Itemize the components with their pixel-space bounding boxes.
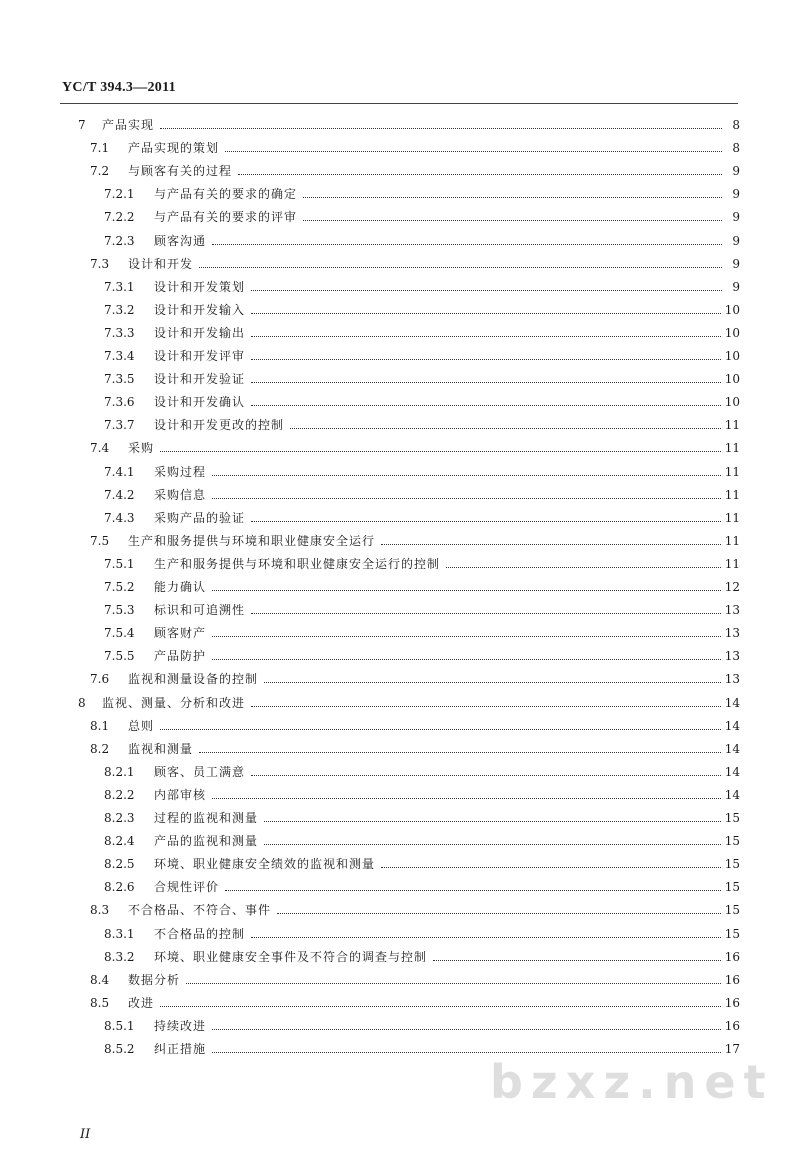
toc-entry-page: 13 <box>724 649 740 663</box>
toc-entry-number: 8.2.4 <box>104 834 135 848</box>
toc-entry-page: 16 <box>724 1019 740 1033</box>
toc-entry-page: 14 <box>724 719 740 733</box>
toc-entry[interactable] <box>104 603 740 619</box>
toc-entry-page: 11 <box>724 465 740 479</box>
toc-entry[interactable] <box>104 557 740 573</box>
toc-entry-number: 8.2.3 <box>104 811 135 825</box>
toc-entry-number: 7.3.3 <box>104 326 135 340</box>
toc-leader-dots <box>251 359 721 360</box>
toc-entry-number: 7.1 <box>90 141 110 155</box>
toc-entry-title: 产品实现的策划 <box>128 141 220 155</box>
watermark: bzxz.net <box>490 1055 774 1109</box>
toc-entry[interactable] <box>104 857 740 873</box>
toc-entry[interactable] <box>104 465 740 481</box>
toc-entry-title: 设计和开发策划 <box>154 280 246 294</box>
toc-entry-title: 采购 <box>128 441 155 455</box>
toc-entry-number: 8.3 <box>90 903 110 917</box>
toc-leader-dots <box>212 798 721 799</box>
toc-entry-number: 7.5.4 <box>104 626 135 640</box>
toc-entry-number: 8.2.1 <box>104 765 135 779</box>
toc-leader-dots <box>251 775 721 776</box>
toc-entry-page: 9 <box>732 280 740 294</box>
toc-entry-title: 设计和开发评审 <box>154 349 246 363</box>
toc-entry-title: 顾客、员工满意 <box>154 765 246 779</box>
toc-entry[interactable] <box>104 372 740 388</box>
toc-entry-title: 纠正措施 <box>154 1042 207 1056</box>
toc-entry-page: 8 <box>732 141 740 155</box>
toc-entry-title: 设计和开发输入 <box>154 303 246 317</box>
toc-entry-title: 总则 <box>128 719 155 733</box>
toc-entry-page: 8 <box>732 118 740 132</box>
toc-entry-number: 7 <box>78 118 86 132</box>
toc-entry[interactable] <box>90 742 740 758</box>
footer-page-numeral: II <box>80 1127 91 1142</box>
toc-entry-title: 监视和测量 <box>128 742 194 756</box>
toc-entry[interactable] <box>90 257 740 273</box>
toc-entry-title: 产品的监视和测量 <box>154 834 259 848</box>
toc-leader-dots <box>446 567 721 568</box>
toc-entry-page: 16 <box>724 973 740 987</box>
toc-leader-dots <box>238 174 722 175</box>
toc-leader-dots <box>225 890 721 891</box>
toc-entry-number: 8 <box>78 696 86 710</box>
toc-entry-number: 7.5.2 <box>104 580 135 594</box>
toc-entry-title: 持续改进 <box>154 1019 207 1033</box>
toc-entry[interactable] <box>104 788 740 804</box>
toc-leader-dots <box>303 197 722 198</box>
document-header-code: YC/T 394.3—2011 <box>62 80 176 95</box>
toc-entry[interactable] <box>104 649 740 665</box>
toc-entry-page: 12 <box>724 580 740 594</box>
toc-leader-dots <box>212 1029 721 1030</box>
toc-entry-number: 8.2 <box>90 742 110 756</box>
toc-entry-page: 11 <box>724 418 740 432</box>
toc-entry-page: 9 <box>732 164 740 178</box>
toc-entry[interactable] <box>104 326 740 342</box>
toc-entry[interactable] <box>104 626 740 642</box>
toc-entry-number: 7.5.3 <box>104 603 135 617</box>
toc-leader-dots <box>251 937 721 938</box>
toc-entry-page: 16 <box>724 996 740 1010</box>
toc-entry-title: 与产品有关的要求的确定 <box>154 187 298 201</box>
toc-entry[interactable] <box>90 441 740 457</box>
toc-leader-dots <box>186 983 721 984</box>
toc-entry-page: 10 <box>724 395 740 409</box>
toc-leader-dots <box>199 752 721 753</box>
toc-entry-number: 7.3.6 <box>104 395 135 409</box>
toc-leader-dots <box>277 913 721 914</box>
toc-leader-dots <box>160 729 721 730</box>
toc-entry[interactable] <box>104 303 740 319</box>
toc-leader-dots <box>160 128 722 129</box>
toc-entry-page: 17 <box>724 1042 740 1056</box>
toc-entry-page: 15 <box>724 927 740 941</box>
toc-entry-number: 8.3.1 <box>104 927 135 941</box>
toc-entry-number: 7.4.2 <box>104 488 135 502</box>
toc-leader-dots <box>212 659 721 660</box>
toc-entry-number: 8.2.2 <box>104 788 135 802</box>
toc-entry-title: 产品实现 <box>102 118 155 132</box>
toc-entry-title: 监视、测量、分析和改进 <box>102 696 246 710</box>
toc-entry[interactable] <box>78 696 740 712</box>
toc-entry-title: 与顾客有关的过程 <box>128 164 233 178</box>
toc-entry-title: 设计和开发更改的控制 <box>154 418 285 432</box>
toc-leader-dots <box>160 1006 721 1007</box>
toc-entry-title: 过程的监视和测量 <box>154 811 259 825</box>
toc-entry-title: 环境、职业健康安全事件及不符合的调查与控制 <box>154 950 428 964</box>
toc-entry[interactable] <box>104 395 740 411</box>
toc-entry[interactable] <box>90 903 740 919</box>
toc-entry[interactable] <box>90 973 740 989</box>
toc-leader-dots <box>212 498 721 499</box>
toc-entry-number: 7.6 <box>90 672 110 686</box>
toc-leader-dots <box>264 844 721 845</box>
toc-leader-dots <box>251 405 721 406</box>
toc-leader-dots <box>212 475 721 476</box>
toc-entry-title: 设计和开发验证 <box>154 372 246 386</box>
toc-leader-dots <box>251 382 721 383</box>
toc-leader-dots <box>264 682 721 683</box>
toc-leader-dots <box>212 1052 721 1053</box>
toc-leader-dots <box>264 821 721 822</box>
toc-leader-dots <box>212 636 721 637</box>
toc-leader-dots <box>225 151 722 152</box>
toc-entry-page: 10 <box>724 372 740 386</box>
toc-entry[interactable] <box>78 118 740 134</box>
toc-leader-dots <box>212 244 722 245</box>
toc-entry-number: 8.4 <box>90 973 110 987</box>
toc-entry-number: 8.1 <box>90 719 110 733</box>
toc-entry-page: 10 <box>724 326 740 340</box>
toc-entry-page: 9 <box>732 187 740 201</box>
toc-entry-title: 与产品有关的要求的评审 <box>154 210 298 224</box>
toc-leader-dots <box>251 290 722 291</box>
toc-entry-title: 采购信息 <box>154 488 207 502</box>
toc-entry-number: 8.5.2 <box>104 1042 135 1056</box>
toc-entry-page: 15 <box>724 903 740 917</box>
toc-leader-dots <box>433 960 721 961</box>
toc-entry-title: 标识和可追溯性 <box>154 603 246 617</box>
toc-entry-title: 产品防护 <box>154 649 207 663</box>
toc-entry-page: 15 <box>724 857 740 871</box>
toc-entry-title: 生产和服务提供与环境和职业健康安全运行的控制 <box>154 557 441 571</box>
toc-entry-number: 7.3 <box>90 257 110 271</box>
toc-entry[interactable] <box>104 880 740 896</box>
toc-entry-page: 11 <box>724 488 740 502</box>
toc-entry[interactable] <box>104 950 740 966</box>
toc-entry-page: 14 <box>724 788 740 802</box>
toc-leader-dots <box>303 220 722 221</box>
toc-entry[interactable] <box>104 418 740 434</box>
toc-entry-number: 7.2.3 <box>104 234 135 248</box>
toc-entry[interactable] <box>104 765 740 781</box>
toc-entry-title: 能力确认 <box>154 580 207 594</box>
toc-leader-dots <box>160 451 721 452</box>
toc-entry-number: 7.4.1 <box>104 465 135 479</box>
toc-entry-number: 7.5 <box>90 534 110 548</box>
toc-entry[interactable] <box>104 834 740 850</box>
toc-entry-title: 设计和开发 <box>128 257 194 271</box>
toc-leader-dots <box>212 590 721 591</box>
toc-leader-dots <box>251 336 721 337</box>
toc-entry[interactable] <box>90 719 740 735</box>
toc-entry-number: 7.4.3 <box>104 511 135 525</box>
toc-entry-number: 7.2.1 <box>104 187 135 201</box>
toc-entry-title: 内部审核 <box>154 788 207 802</box>
toc-entry-title: 设计和开发输出 <box>154 326 246 340</box>
toc-entry-page: 13 <box>724 672 740 686</box>
toc-entry-title: 顾客沟通 <box>154 234 207 248</box>
toc-entry-page: 11 <box>724 557 740 571</box>
toc-entry-title: 采购过程 <box>154 465 207 479</box>
toc-entry-page: 13 <box>724 603 740 617</box>
toc-entry-title: 采购产品的验证 <box>154 511 246 525</box>
toc-entry[interactable] <box>104 580 740 596</box>
toc-entry-page: 10 <box>724 303 740 317</box>
toc-entry[interactable] <box>104 234 740 250</box>
toc-entry-number: 8.2.6 <box>104 880 135 894</box>
toc-entry-number: 7.3.2 <box>104 303 135 317</box>
toc-entry-title: 顾客财产 <box>154 626 207 640</box>
toc-entry[interactable] <box>104 280 740 296</box>
toc-entry[interactable] <box>90 996 740 1012</box>
toc-entry-page: 15 <box>724 834 740 848</box>
toc-entry-page: 9 <box>732 234 740 248</box>
toc-entry-number: 7.2 <box>90 164 110 178</box>
toc-entry-number: 7.3.7 <box>104 418 135 432</box>
toc-entry-page: 15 <box>724 811 740 825</box>
toc-entry-number: 8.2.5 <box>104 857 135 871</box>
toc-entry-title: 合规性评价 <box>154 880 220 894</box>
toc-entry-title: 不合格品、不符合、事件 <box>128 903 272 917</box>
toc-entry-page: 9 <box>732 210 740 224</box>
toc-entry-page: 11 <box>724 534 740 548</box>
toc-entry-page: 11 <box>724 511 740 525</box>
toc-leader-dots <box>199 267 722 268</box>
toc-entry-number: 8.3.2 <box>104 950 135 964</box>
toc-entry-page: 14 <box>724 742 740 756</box>
toc-entry-number: 7.3.4 <box>104 349 135 363</box>
toc-entry[interactable] <box>104 511 740 527</box>
toc-entry-page: 14 <box>724 696 740 710</box>
toc-entry[interactable] <box>104 488 740 504</box>
toc-entry-title: 生产和服务提供与环境和职业健康安全运行 <box>128 534 376 548</box>
toc-leader-dots <box>251 521 721 522</box>
toc-entry-title: 数据分析 <box>128 973 181 987</box>
toc-entry-page: 14 <box>724 765 740 779</box>
toc-leader-dots <box>381 867 721 868</box>
toc-entry[interactable] <box>104 811 740 827</box>
toc-entry[interactable] <box>90 672 740 688</box>
toc-entry-number: 7.2.2 <box>104 210 135 224</box>
toc-entry[interactable] <box>90 164 740 180</box>
toc-entry-number: 7.3.5 <box>104 372 135 386</box>
toc-leader-dots <box>251 313 721 314</box>
toc-leader-dots <box>251 613 721 614</box>
toc-entry-page: 11 <box>724 441 740 455</box>
toc-entry-page: 15 <box>724 880 740 894</box>
toc-entry-number: 7.3.1 <box>104 280 135 294</box>
toc-entry[interactable] <box>90 141 740 157</box>
toc-entry[interactable] <box>104 927 740 943</box>
toc-entry-page: 10 <box>724 349 740 363</box>
toc-entry-title: 改进 <box>128 996 155 1010</box>
toc-entry-title: 不合格品的控制 <box>154 927 246 941</box>
toc-entry-title: 环境、职业健康安全绩效的监视和测量 <box>154 857 376 871</box>
toc-entry-title: 设计和开发确认 <box>154 395 246 409</box>
toc-entry-number: 7.5.1 <box>104 557 135 571</box>
toc-entry-page: 9 <box>732 257 740 271</box>
toc-leader-dots <box>251 706 721 707</box>
toc-entry[interactable] <box>104 349 740 365</box>
toc-entry-number: 8.5.1 <box>104 1019 135 1033</box>
toc-entry[interactable] <box>104 187 740 203</box>
toc-entry[interactable] <box>90 534 740 550</box>
toc-entry-number: 7.5.5 <box>104 649 135 663</box>
toc-entry[interactable] <box>104 210 740 226</box>
toc-leader-dots <box>290 428 721 429</box>
toc-leader-dots <box>381 544 721 545</box>
toc-entry[interactable] <box>104 1019 740 1035</box>
toc-entry-page: 16 <box>724 950 740 964</box>
toc-entry-title: 监视和测量设备的控制 <box>128 672 259 686</box>
toc-entry-page: 13 <box>724 626 740 640</box>
toc-entry-number: 8.5 <box>90 996 110 1010</box>
toc-entry-number: 7.4 <box>90 441 110 455</box>
